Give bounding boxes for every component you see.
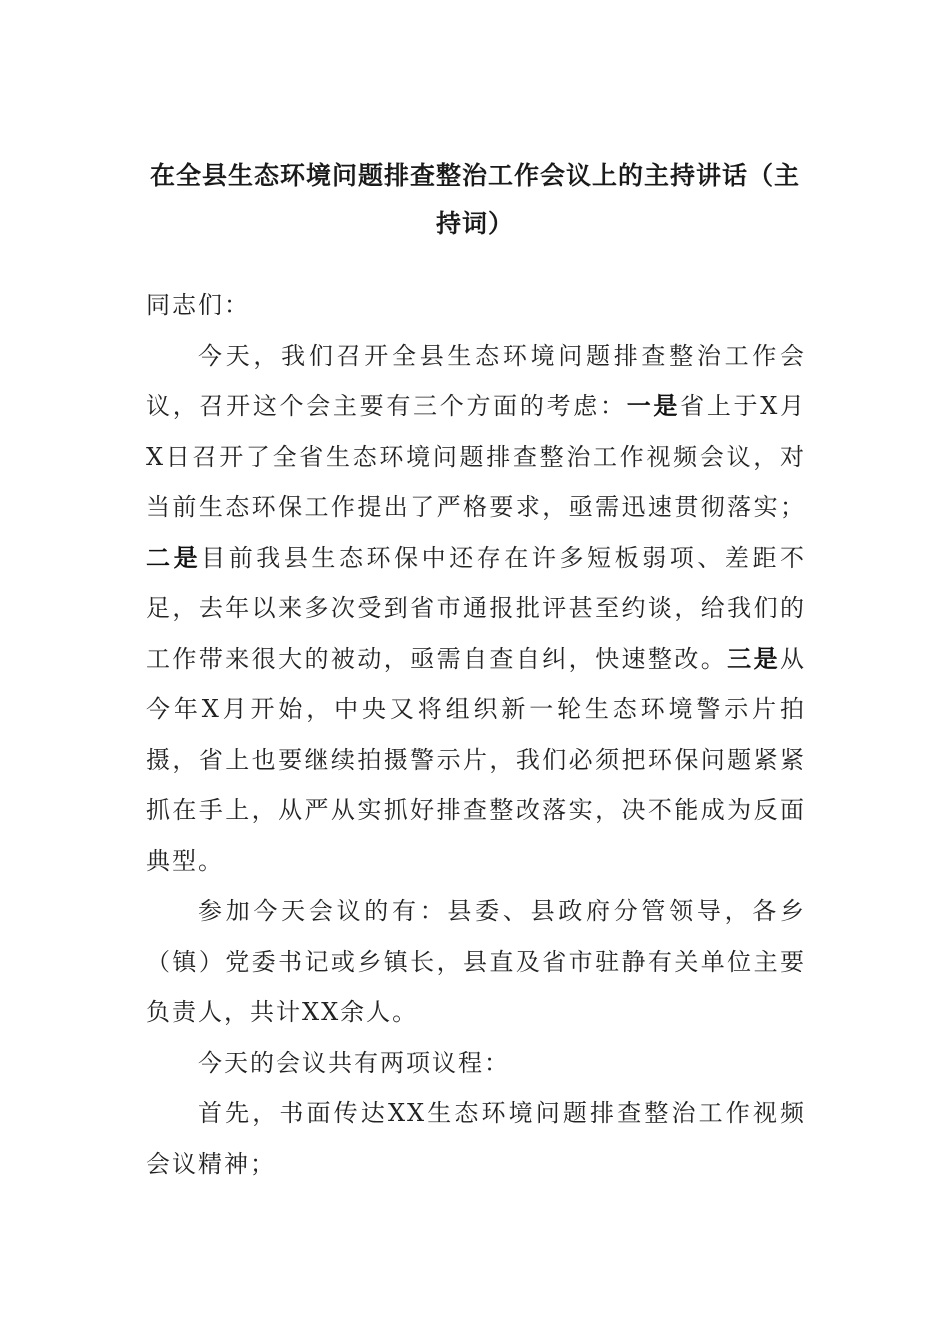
paragraph-agenda-intro: 今天的会议共有两项议程： <box>198 1048 510 1077</box>
reason-1-keyword: 一是 <box>626 391 681 420</box>
paragraph-attendees: 参加今天会议的有：县委、县政府分管领导，各乡（镇）党委书记或乡镇长，县直及省市驻静有关单位主要负责人，共计XX余人。 <box>146 897 806 1026</box>
title-line-2: 持词） <box>435 209 514 238</box>
paragraph-agenda-item-1: 首先，书面传达XX生态环境问题排查整治工作视频会议精神； <box>146 1099 806 1178</box>
salutation: 同志们： <box>146 291 250 319</box>
document-title <box>140 152 810 248</box>
document-body <box>146 280 806 1189</box>
paragraph-reasons <box>146 331 806 887</box>
title-line-1: 在全县生态环境问题排查整治工作会议上的主持讲话（主 <box>149 161 800 190</box>
reason-3-text: 从今年X月开始，中央又将组织新一轮生态环境警示片拍摄，省上也要继续拍摄警示片，我们必须把环保问题紧紧抓在手上，从严从实抓好排查整改落实，决不能成为反面典型。 <box>146 644 807 875</box>
reason-1-text: 省上于X月X日召开了全省生态环境问题排查整治工作视频会议，对当前生态环保工作提出了严格要求，亟需迅速贯彻落实； <box>146 392 807 521</box>
reason-2-keyword: 二是 <box>146 542 202 572</box>
reason-3-keyword: 三是 <box>727 643 781 673</box>
reasons-intro: 今天，我们召开全县生态环境问题排查整治工作会议，召开这个会主要有三个方面的考虑： <box>146 341 806 420</box>
reason-2-text: 目前我县生态环保中还存在许多短板弱项、差距不足，去年以来多次受到省市通报批评甚至约谈，给我们的工作带来很大的被动，亟需自查自纠，快速整改。 <box>146 543 807 673</box>
